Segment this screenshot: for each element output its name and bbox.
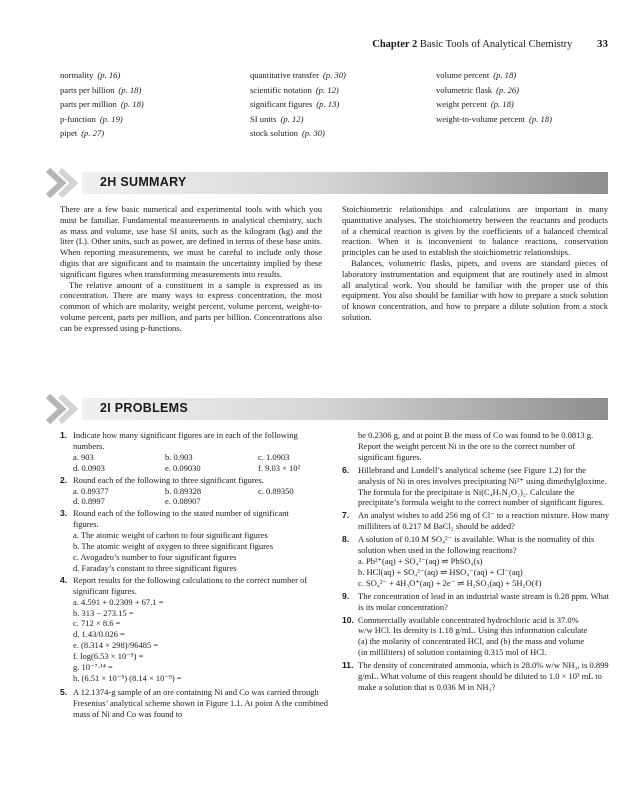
problem-number: 2. [60,474,68,485]
problem-8 [342,534,610,556]
problem-11 [342,660,610,693]
problem-10 [342,615,610,659]
key-term: scientific notation (p. 12) [250,84,339,95]
key-term: volume percent (p. 18) [436,70,517,80]
option: d. 1.43/0.026 = [73,629,125,640]
option: c. 712 × 8.6 = [73,618,121,629]
key-term: quantitative transfer (p. 30) [250,70,346,80]
option: d. Faraday’s constant to three significant figures [73,562,237,573]
key-term: weight-to-volume percent (p. 18) [436,113,552,124]
option: c. 0.89350 [258,485,294,496]
summary-right-column [342,204,608,323]
option: e. (8.314 × 298)/96485 = [73,640,159,651]
answer-row [60,496,332,507]
problem-text: A solution of 0.10 M SO₄²⁻ is available. What is the normality of this solution when used in the following reactions? [358,534,595,556]
answer-row [60,486,332,497]
problem-text: Round each of the following to the stated number of significant figures. [73,508,289,530]
key-terms-column-1 [60,68,144,141]
problem-1 [60,430,332,452]
chapter-label: Chapter 2 [372,39,418,50]
option: b. HCl(aq) + SO₄²⁻(aq) ⇌ HSO₄⁻(aq) + Cl⁻(aq) [358,566,523,577]
problems-heading: 2I PROBLEMS [100,401,189,415]
option: e. 0.08907 [165,496,201,507]
problem-5 [60,687,332,720]
summary-banner [42,172,608,194]
summary-left-column [60,204,322,334]
problems-banner [42,398,608,420]
option: a. 4.591 + 0.2309 + 67.1 = [73,596,164,607]
option: g. 10⁻⁷·¹⁴ = [73,662,113,673]
option: d. 0.0903 [73,462,105,473]
option: c. 1.0903 [258,451,290,462]
problem-text: Round each of the following to three significant figures. [73,474,264,485]
key-term: volumetric flask (p. 26) [436,84,520,95]
problems-left-column [60,430,332,720]
chevron-arrow-icon [42,394,82,424]
key-term: normality (p. 16) [60,70,121,80]
option: h. (6.51 × 10⁻⁵) (8.14 × 10⁻⁹) = [73,672,182,683]
problem-4 [60,575,332,597]
problem-text: Indicate how many significant figures are in each of the following numbers. [73,430,298,451]
problem-text: Commercially available concentrated hydrochloric acid is 37.0% w/w HCl. Its density is 1.18 g/mL. Using this information calculate (a) the molarity of concentrated HCl, and (b) the mass and volume (in milliliters) of solution containing 0.315 mol of HCl. [358,614,588,658]
problem-7 [342,510,610,532]
problem-number: 3. [60,508,68,519]
problem-5-continued: be 0.2306 g, and at point B the mass of Co was found to be 0.0813 g. Report the weight percent Ni in the ore to the correct number of significant figures. [358,430,594,462]
option: a. Pb²⁺(aq) + SO₄²⁻(aq) ⇌ PbSO₄(s) [358,555,483,566]
problem-number: 5. [60,686,68,697]
option: b. 0.903 [165,451,193,462]
problem-text: An analyst wishes to add 256 mg of Cl⁻ to a reaction mixture. How many milliliters of 0.217 M BaCl₂ should be added? [358,510,610,532]
problem-number: 8. [342,534,350,545]
problem-9 [342,591,610,613]
problem-number: 7. [342,510,350,521]
key-term: stock solution (p. 30) [250,128,325,138]
key-term: parts per million (p. 18) [60,99,144,109]
problem-number: 10. [342,614,354,625]
problem-text: The concentration of lead in an industrial waste stream is 0.28 ppm. What is its molar concentration? [358,590,609,612]
option: b. 313 − 273.15 = [73,607,134,618]
problem-number: 9. [342,590,350,601]
problem-number: 11. [342,660,354,671]
page-header [60,38,608,50]
option-list [342,556,610,589]
chapter-title: Basic Tools of Analytical Chemistry [419,39,573,50]
answer-row [60,463,332,474]
key-term: weight percent (p. 18) [436,99,514,109]
problem-number: 1. [60,430,68,440]
option: a. 903 [73,451,94,462]
summary-heading: 2H SUMMARY [100,175,187,189]
summary-paragraph: Balances, volumetric flasks, pipets, and ovens are standard pieces of laboratory instrumentation and equipment that are routinely used in almost all analytical work. You should be familiar with the proper use of this equipment. You also should be familiar with how to prepare a stock solution of known concentration, and how to prepare a dilute solution from a stock solution. [342,257,608,322]
option: a. The atomic weight of carbon to four significant figures [73,530,268,541]
problem-3 [60,508,332,530]
page-number: 33 [597,38,608,50]
option: a. 0.89377 [73,485,109,496]
option: c. SO₄²⁻ + 4H₃O⁺(aq) + 2e⁻ ⇌ H₂SO₃(aq) + 5H₂O(ℓ) [358,577,542,588]
option: d. 0.8997 [73,496,105,507]
summary-paragraph: Stoichiometric relationships and calculations are important in many quantitative analyses. The stoichiometry between the reactants and products of a chemical reaction is given by the coefficients of a balanced chemical reaction. When it is inconvenient to balance reactions, conservation principles can be used to establish the stoichiometric relationships. [342,204,608,258]
problem-text: Hillebrand and Lundell’s analytical scheme (see Figure 1.2) for the analysis of Ni in ores involves precipitating Ni²⁺ using dimethylgloxime. The formula for the precipitate is Ni(C₄H₇N₂O₂)₂. Calculate the precipitate’s formula weight to the correct number of significant figures. [358,464,607,508]
problem-text: Report results for the following calculations to the correct number of significant figures. [73,574,308,596]
key-term: SI units (p. 12) [250,113,304,124]
key-terms-column-2 [250,68,346,141]
problem-number: 6. [342,464,350,475]
problem-number: 4. [60,574,68,585]
problem-2 [60,475,332,486]
problem-text: A 12.1374-g sample of an ore containing Ni and Co was carried through Fresenius’ analytical scheme shown in Figure 1.1. At point A the combined mass of Ni and Co was found to [73,686,329,719]
key-term: p-function (p. 19) [60,113,123,124]
chevron-arrow-icon [42,168,82,198]
problems-right-column [342,430,610,693]
key-term: pipet (p. 27) [60,128,105,138]
option: b. The atomic weight of oxygen to three significant figures [73,541,274,552]
option: f. 9.03 × 10² [258,462,301,473]
answer-row [60,452,332,463]
option-list [60,530,332,574]
option: f. log(6.53 × 10⁻⁵) = [73,651,144,662]
option: c. Avogadro’s number to four significant figures [73,551,237,562]
problem-text: The density of concentrated ammonia, which is 28.0% w/w NH₃, is 0.899 g/mL. What volume of this reagent should be diluted to 1.0 × 10³ mL to make a solution that is 0.036 M in NH₃? [358,660,609,692]
option: b. 0.89328 [165,485,202,496]
problem-6 [342,465,610,509]
key-terms-column-3 [436,68,552,126]
summary-paragraph: The relative amount of a constituent in a sample is expressed as its concentration. There are many ways to express concentration, the most common of which are molarity, weight percent, volume percent, weight-to-volume percent, parts per million, and parts per billion. Concentrations also can be expressed using p-functions. [60,279,322,333]
key-term: significant figures (p. 13) [250,99,340,109]
option-list [60,597,332,684]
key-term: parts per billion (p. 18) [60,84,142,95]
summary-paragraph: There are a few basic numerical and experimental tools with which you must be familiar. Fundamental measurements in analytical chemistry, such as mass and volume, use base SI units, such as the kilogram (kg) and the liter (L). Other units, such as power, are defined in terms of these base units. When reporting measurements, we must be careful to include only those digits that are significant and to maintain the uncertainty implied by these significant figures when transforming measurements into results. [60,204,322,279]
option: e. 0.09030 [165,462,201,473]
